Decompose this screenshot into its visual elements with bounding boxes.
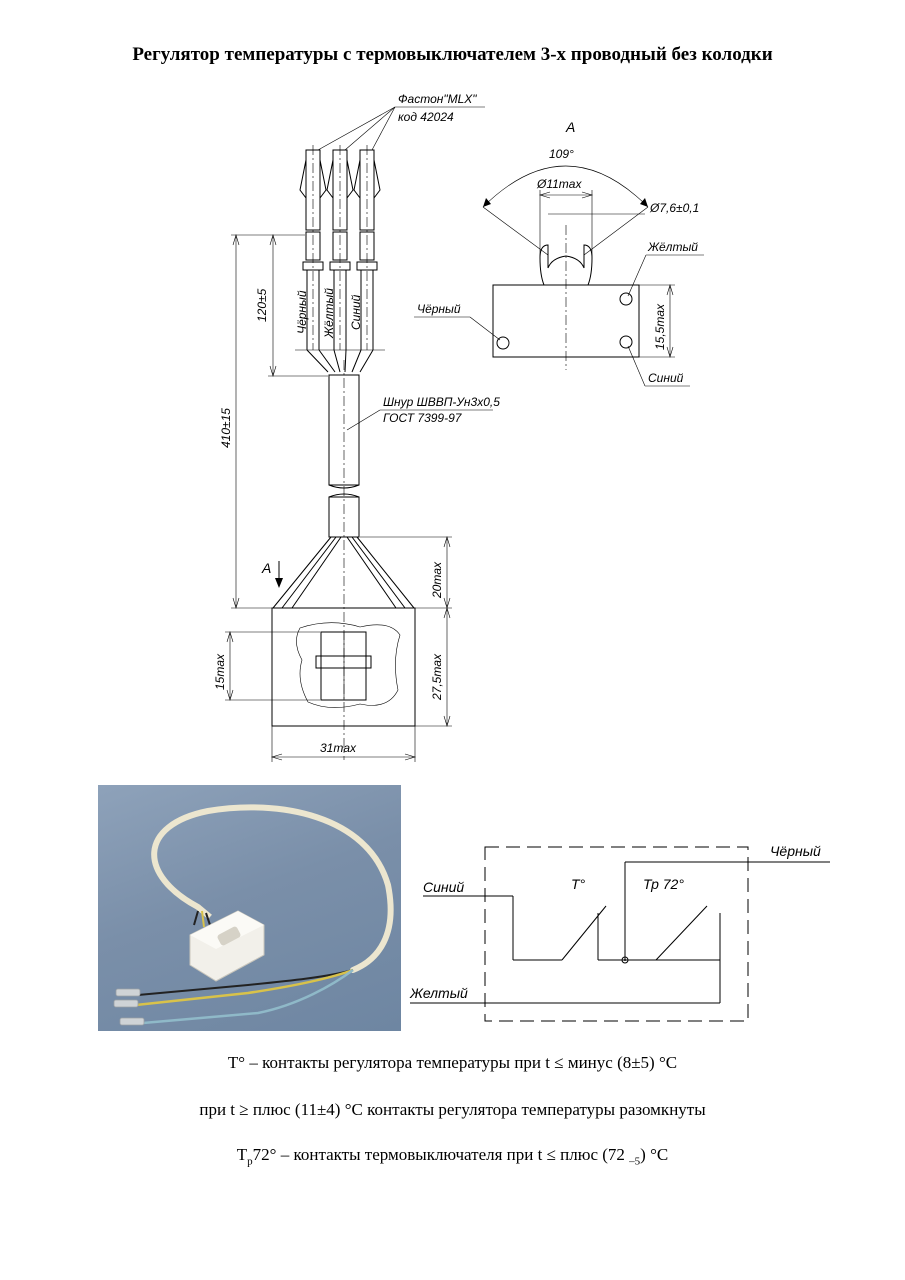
- schematic-blue: Синий: [423, 879, 465, 895]
- wire-label-blue: Синий: [349, 294, 363, 330]
- legend-line-3-c: ) °С: [640, 1145, 669, 1164]
- legend-line-1: Т° – контакты регулятора температуры при t ≤ минус (8±5) °С: [227, 1053, 678, 1072]
- view-a-dia-11: Ø11max: [537, 177, 582, 191]
- legend-line-3-a: Т: [236, 1145, 248, 1164]
- assembly-drawing: [213, 92, 500, 762]
- schematic-yellow: Желтый: [410, 985, 468, 1001]
- legend-line-3-b: 72° – контакты термовыключателя при t ≤ плюс (72: [252, 1145, 630, 1164]
- wire-label-yellow: Жёлтый: [322, 288, 336, 338]
- dim-410: 410±15: [219, 408, 233, 448]
- dim-120: 120±5: [255, 288, 269, 322]
- cord-standard: ГОСТ 7399-97: [383, 411, 462, 425]
- dim-27-5: 27,5max: [430, 653, 444, 700]
- faston-terminals: [300, 145, 380, 350]
- legend-line-3: [0, 1145, 905, 1167]
- schematic-tp-contact: Тр 72°: [643, 876, 684, 892]
- cord-label: Шнур ШВВП-Ун3х0,5: [383, 395, 500, 409]
- schematic-black: Чёрный: [770, 843, 821, 859]
- wire-label-black: Чёрный: [295, 290, 309, 334]
- view-a-yellow: Жёлтый: [648, 240, 698, 254]
- legend-line-3-sub: р: [247, 1155, 253, 1168]
- dim-31: 31max: [320, 741, 357, 755]
- dim-20: 20max: [430, 561, 444, 598]
- view-a-blue: Синий: [648, 371, 684, 385]
- legend-line-3-tol: –5: [629, 1155, 641, 1168]
- view-a-dia-7-6: Ø7,6±0,1: [650, 201, 700, 215]
- wiring-schematic: [409, 843, 830, 1021]
- view-a-angle: 109°: [549, 147, 574, 161]
- regulator-body: [272, 608, 415, 726]
- regulator-body-photo: [190, 911, 264, 981]
- page-title: Регулятор температуры с термовыключателем 3-х проводный без колодки: [132, 44, 773, 65]
- view-a-label: A: [566, 119, 576, 135]
- view-a-black: Чёрный: [417, 302, 461, 316]
- view-a-dim-15-5: 15,5max: [653, 303, 667, 350]
- schematic-t-contact: T°: [571, 876, 586, 892]
- faston-code: код 42024: [398, 110, 454, 124]
- view-a: [414, 119, 704, 386]
- product-photo-illustration: [98, 785, 401, 1031]
- dim-15: 15max: [213, 653, 227, 690]
- view-arrow-label: A: [262, 560, 272, 576]
- legend-line-2: при t ≥ плюс (11±4) °С контакты регулятора температуры разомкнуты: [199, 1100, 706, 1119]
- faston-label: Фастон"MLX": [398, 92, 477, 106]
- product-photo: [98, 785, 401, 1031]
